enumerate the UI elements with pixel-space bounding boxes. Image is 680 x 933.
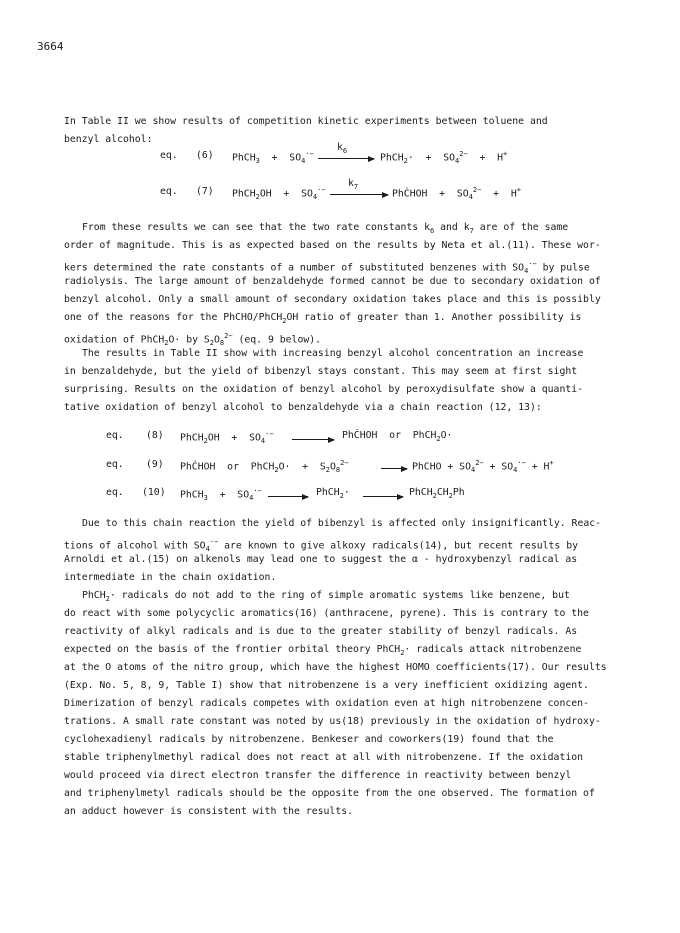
rate-constant-k7: $k_7$ [348, 178, 359, 191]
eq-lhs: PhCH$_3$ + $SO_4^{\cdot-}$ [180, 487, 262, 503]
text-line: at the O atoms of the nitro group, which have the highest HOMO coefficients(17). Our results [64, 662, 607, 673]
text-line: radiolysis. The large amount of benzaldehyde formed cannot be due to secondary oxidation of [64, 276, 601, 287]
equation-7 [0, 178, 680, 208]
equation-6 [0, 142, 680, 172]
paragraph-chain-reaction [64, 345, 616, 417]
text-line: one of the reasons for the PhCHO/PhCH$_2$OH ratio of greater than 1. Another possibility is [64, 312, 582, 325]
eq-label: eq. [160, 186, 178, 197]
text-line: do react with some polycyclic aromatics(16) (anthracene, pyrene). This is contrary to the [64, 608, 589, 619]
text-line: Dimerization of benzyl radicals competes with oxidation even at high nitrobenzene concen- [64, 698, 589, 709]
equation-8 [0, 430, 680, 452]
text-line: cyclohexadienyl radicals by nitrobenzene. Benkeser and coworkers(19) found that the [64, 734, 554, 745]
reaction-arrow [318, 158, 374, 159]
eq-lhs: PhĊHOH or PhCH$_2$O· + $S_2O_8^{2-}$ [180, 459, 349, 475]
paragraph-bibenzyl-yield [64, 515, 616, 587]
text-line: tative oxidation of benzyl alcohol to benzaldehyde via a chain reaction (12, 13): [64, 402, 542, 413]
eq-intermediate: PhCH$_2$· [316, 487, 350, 500]
reaction-arrow [292, 439, 334, 440]
text-line: benzyl alcohol. Only a small amount of secondary oxidation takes place and this is possibly [64, 294, 601, 305]
text-line: surprising. Results on the oxidation of benzyl alcohol by peroxydisulfate show a quanti- [64, 384, 584, 395]
eq-number: (6) [196, 150, 214, 161]
eq-rhs: PhĊHOH + $SO_4^{2-} + H^+$ [392, 186, 521, 202]
text-line: and triphenylmetyl radicals should be the opposite from the one observed. The formation of [64, 788, 595, 799]
page-number: 3664 [37, 40, 64, 53]
text-line: reactivity of alkyl radicals and is due to the greater stability of benzyl radicals. As [64, 626, 578, 637]
text-line: in benzaldehyde, but the yield of bibenzyl stays constant. This may seem at first sight [64, 366, 578, 377]
eq-rhs: PhCHO + $SO_4^{2-} + SO_4^{\cdot-} + H^+$ [412, 459, 554, 475]
rate-constant-k6: $k_6$ [337, 142, 348, 155]
text-line: In Table II we show results of competition kinetic experiments between toluene and [64, 116, 548, 127]
eq-number: (9) [146, 459, 164, 470]
paragraph-rate-constants [64, 219, 616, 348]
text-line: PhCH$_2$· radicals do not add to the ring of simple aromatic systems like benzene, but [82, 590, 570, 603]
text-line: oxidation of PhCH$_2$O· by $S_2O_8^{2-}$ (eq. 9 below). [64, 332, 322, 348]
text-line: (Exp. No. 5, 8, 9, Table I) show that nitrobenzene is a very inefficient oxidizing agent. [64, 680, 589, 691]
text-line: an adduct however is consistent with the results. [64, 806, 354, 817]
paragraph-benzyl-radicals [64, 587, 616, 821]
eq-label: eq. [106, 430, 124, 441]
text-line: tions of alcohol with $SO_4^{\cdot-}$ are known to give alkoxy radicals(14), but recent results by [64, 538, 579, 554]
reaction-arrow [330, 194, 388, 195]
reaction-arrow [381, 468, 407, 469]
eq-label: eq. [106, 487, 124, 498]
text-line: expected on the basis of the frontier orbital theory PhCH$_2$· radicals attack nitrobenzene [64, 644, 582, 657]
eq-rhs: PhCH$_2$· + $SO_4^{2-} + H^+$ [380, 150, 508, 166]
eq-number: (10) [142, 487, 166, 498]
text-line: The results in Table II show with increasing benzyl alcohol concentration an increase [82, 348, 584, 359]
eq-label: eq. [106, 459, 124, 470]
eq-number: (7) [196, 186, 214, 197]
eq-lhs: PhCH$_2$OH + $SO_4^{\cdot-}$ [180, 430, 274, 446]
eq-lhs: PhCH$_3$ + $SO_4^{\cdot-}$ [232, 150, 314, 166]
text-line: intermediate in the chain oxidation. [64, 572, 277, 583]
text-line: Due to this chain reaction the yield of bibenzyl is affected only insignificantly. Reac- [82, 518, 602, 529]
eq-number: (8) [146, 430, 164, 441]
eq-rhs: PhĊHOH or PhCH$_2$O· [342, 430, 453, 443]
text-line: would proceed via direct electron transfer the difference in reactivity between benzyl [64, 770, 572, 781]
reaction-arrow [363, 496, 403, 497]
eq-label: eq. [160, 150, 178, 161]
text-line: From these results we can see that the two rate constants $k_6$ and $k_7$ are of the same [82, 222, 569, 235]
eq-lhs: PhCH$_2$OH + $SO_4^{\cdot-}$ [232, 186, 326, 202]
eq-rhs: $PhCH_2CH_2Ph$ [409, 487, 465, 500]
text-line: Arnoldi et al.(15) on alkenols may lead one to suggest the α - hydroxybenzyl radical as [64, 554, 578, 565]
reaction-arrow [268, 496, 308, 497]
text-line: trations. A small rate constant was noted by us(18) previously in the oxidation of hydroxy- [64, 716, 601, 727]
equation-9 [0, 459, 680, 481]
text-line: kers determined the rate constants of a number of substituted benzenes with $SO_4^{\cdot-}$ by pulse [64, 260, 590, 276]
text-line: benzyl alcohol: [64, 134, 153, 145]
text-line: stable triphenylmethyl radical does not react at all with nitrobenzene. If the oxidation [64, 752, 584, 763]
equation-10 [0, 487, 680, 509]
text-line: order of magnitude. This is as expected based on the results by Neta et al.(11). These wor- [64, 240, 601, 251]
